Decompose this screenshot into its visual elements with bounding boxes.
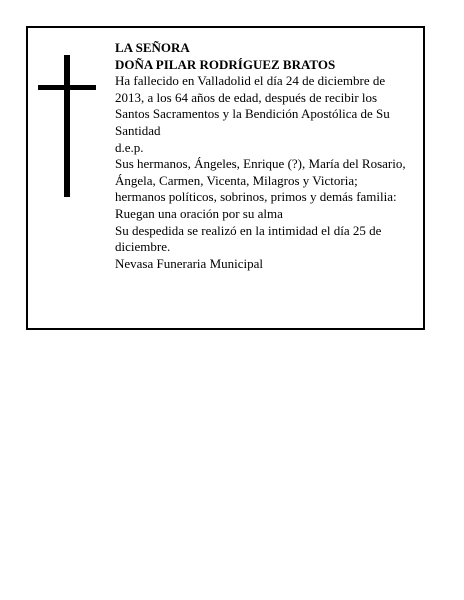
body-line: Santidad (115, 122, 161, 138)
body-line: diciembre. (115, 239, 171, 255)
obituary-text (115, 40, 420, 272)
body-line: Ha fallecido en Valladolid el día 24 de diciembre de (115, 73, 386, 89)
body-line: Sus hermanos, Ángeles, Enrique (?), María del Rosario, (115, 156, 406, 172)
body-line: Su despedida se realizó en la intimidad el día 25 de (115, 222, 382, 238)
cross-vertical-bar (64, 55, 70, 197)
notice-heading: LA SEÑORA (115, 40, 190, 55)
body-line: Ruegan una oración por su alma (115, 205, 283, 221)
deceased-name: DOÑA PILAR RODRÍGUEZ BRATOS (115, 56, 336, 72)
body-line: Santos Sacramentos y la Bendición Apostólica de Su (115, 106, 390, 122)
funeral-home-name: Nevasa Funeraria Municipal (115, 255, 264, 271)
body-line: hermanos políticos, sobrinos, primos y demás familia: (115, 189, 397, 205)
body-line: d.e.p. (115, 139, 144, 155)
body-line: Ángela, Carmen, Vicenta, Milagros y Victoria; (115, 172, 358, 188)
body-line: 2013, a los 64 años de edad, después de recibir los (115, 89, 378, 105)
cross-horizontal-bar (38, 85, 96, 90)
